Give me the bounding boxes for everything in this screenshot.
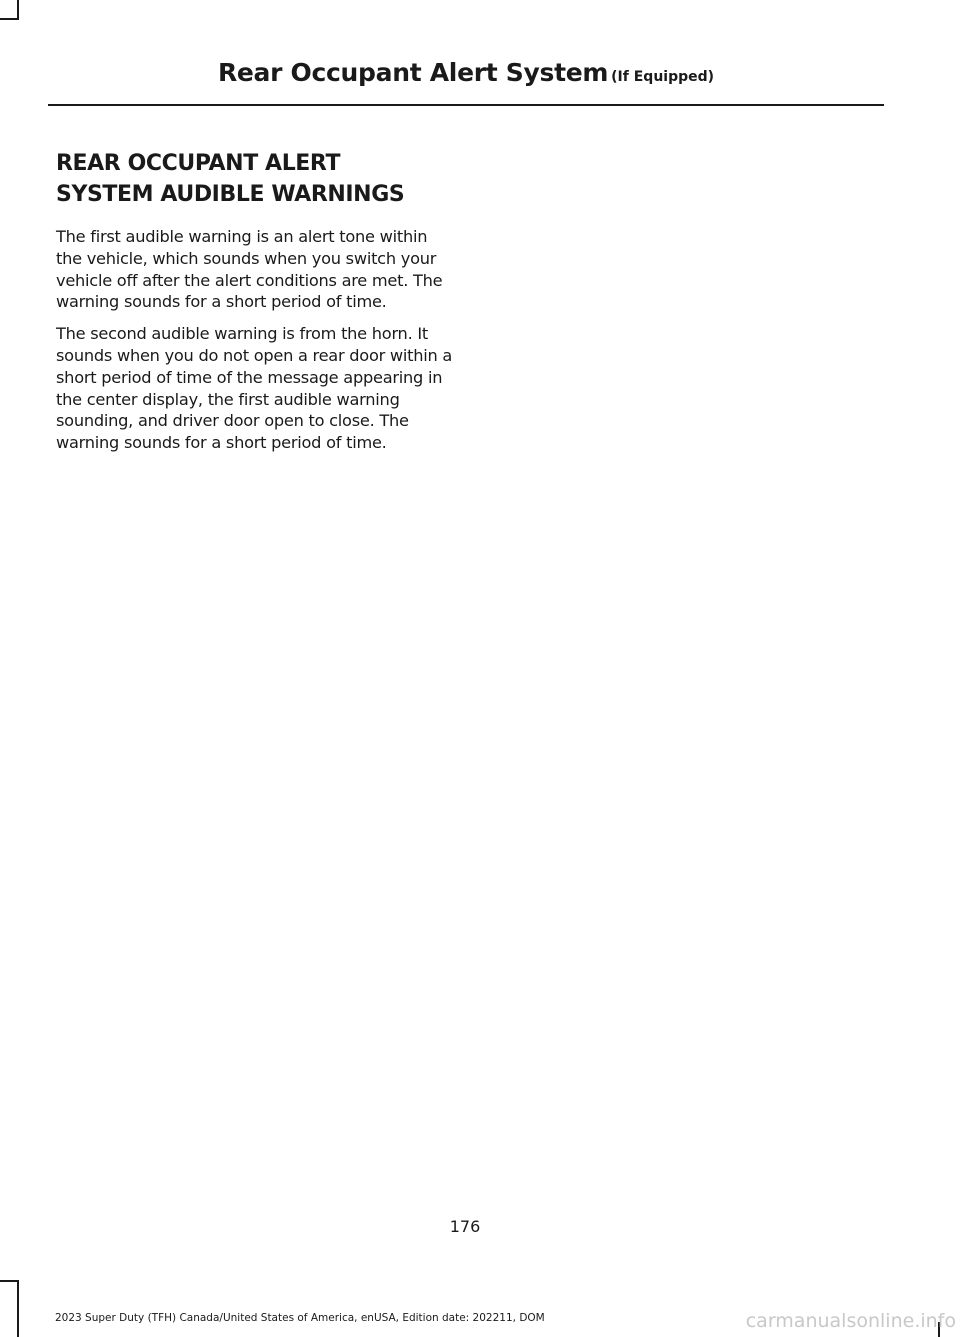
paragraph-second-warning: The second audible warning is from the horn. It sounds when you do not open a rear door within a short period of time of the message appearing in the center display, the first audible warning sounding, and driver door open to close. The warning sounds for a short period of time. (56, 324, 453, 453)
crop-mark-bottom-left-vertical (17, 1280, 19, 1337)
section-heading-line-2: SYSTEM AUDIBLE WARNINGS (56, 182, 405, 207)
running-header (48, 58, 884, 87)
page-number: 176 (449, 1217, 481, 1236)
paragraph-first-warning: The first audible warning is an alert tone within the vehicle, which sounds when you switch your vehicle off after the alert conditions are met. The warning sounds for a short period of time. (56, 227, 443, 312)
section-heading-line-1: REAR OCCUPANT ALERT (56, 151, 341, 176)
header-rule (48, 104, 884, 106)
watermark: carmanualsonline.info (745, 1310, 956, 1332)
crop-mark-top-left-vertical (17, 0, 19, 20)
header-title: Rear Occupant Alert System (217, 58, 609, 87)
section-audible-warnings (56, 148, 456, 454)
crop-mark-bottom-left-horizontal (0, 1280, 19, 1282)
section-heading (56, 148, 456, 210)
crop-mark-top-left-horizontal (0, 18, 19, 20)
header-subtitle: (If Equipped) (611, 69, 715, 85)
footer-edition: 2023 Super Duty (TFH) Canada/United States of America, enUSA, Edition date: 202211, DOM (55, 1312, 545, 1324)
